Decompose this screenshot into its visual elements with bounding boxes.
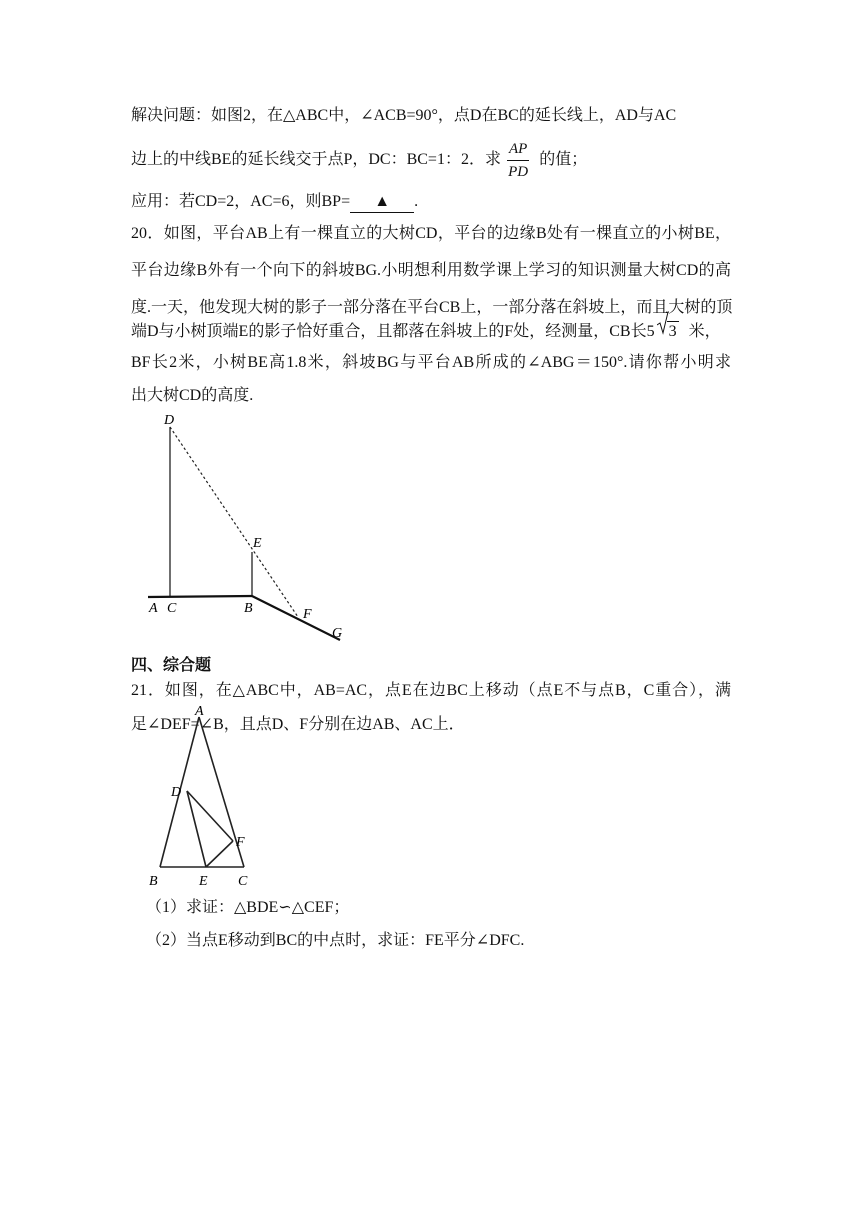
problem20-line3: 度.一天，他发现大树的影子一部分落在平台CB上，一部分落在斜坡上，而且大树的顶 <box>131 299 733 316</box>
problem20-line4: 端D与小树顶端E的影子恰好重合，且都落在斜坡上的F处，经测量，CB长5 3 米， <box>131 312 731 352</box>
problem21-part1: （1）求证：△BDE∽△CEF； <box>146 899 350 916</box>
problem20-line2: 平台边缘B外有一个向下的斜坡BG.小明想利用数学课上学习的知识测量大树CD的高 <box>131 262 731 279</box>
problem21-part2: （2）当点E移动到BC的中点时，求证：FE平分∠DFC. <box>146 932 525 949</box>
label-f: F <box>236 835 245 850</box>
shadow-line-df <box>170 427 298 617</box>
slope-bg <box>252 596 343 641</box>
problem19-line2: 边上的中线BE的延长线交于点P，DC：BC=1：2．求 $\frac{AP}{PD}$ 的值； <box>131 140 588 180</box>
label-f: F <box>303 607 312 622</box>
radical-sign-icon <box>657 311 669 335</box>
fraction-ap-pd: $\frac{AP}{PD}$ <box>508 140 529 180</box>
problem20-line5: BF长2米，小树BE高1.8米，斜坡BG与平台AB所成的∠ABG＝150°.请你帮小明求 <box>131 354 731 371</box>
label-d: D <box>164 413 175 428</box>
problem21-line2: 足∠DEF=∠B，且点D、F分别在边AB、AC上． <box>131 716 465 733</box>
label-b: B <box>244 601 253 616</box>
problem21-line1: 21．如图，在△ABC中，AB=AC，点E在边BC上移动（点E不与点B，C重合），满 <box>131 682 731 699</box>
section-heading: 四、综合题 <box>131 655 212 674</box>
label-g: G <box>332 626 343 641</box>
problem20-line6: 出大树CD的高度. <box>131 387 254 404</box>
segment-ef <box>206 841 233 867</box>
label-b: B <box>149 874 158 889</box>
label-a: A <box>195 705 204 719</box>
problem20-line1: 20．如图，平台AB上有一棵直立的大树CD，平台的边缘B处有一棵直立的小树BE， <box>131 225 731 242</box>
answer-blank: ▲ <box>350 192 414 213</box>
label-a: A <box>149 601 158 616</box>
label-e: E <box>199 874 208 889</box>
label-c: C <box>238 874 248 889</box>
label-e: E <box>253 536 262 551</box>
platform-ab <box>148 596 252 597</box>
sqrt-expression: 3 <box>657 312 679 352</box>
label-c: C <box>167 601 177 616</box>
triangle-figure <box>140 705 270 890</box>
label-d: D <box>171 785 182 800</box>
tree-shadow-figure <box>140 405 360 645</box>
problem19-application: 应用：若CD=2，AC=6，则BP= ▲ . <box>131 183 731 220</box>
problem19-line1: 解决问题：如图2，在△ABC中，∠ACB=90°，点D在BC的延长线上，AD与AC <box>131 107 677 124</box>
